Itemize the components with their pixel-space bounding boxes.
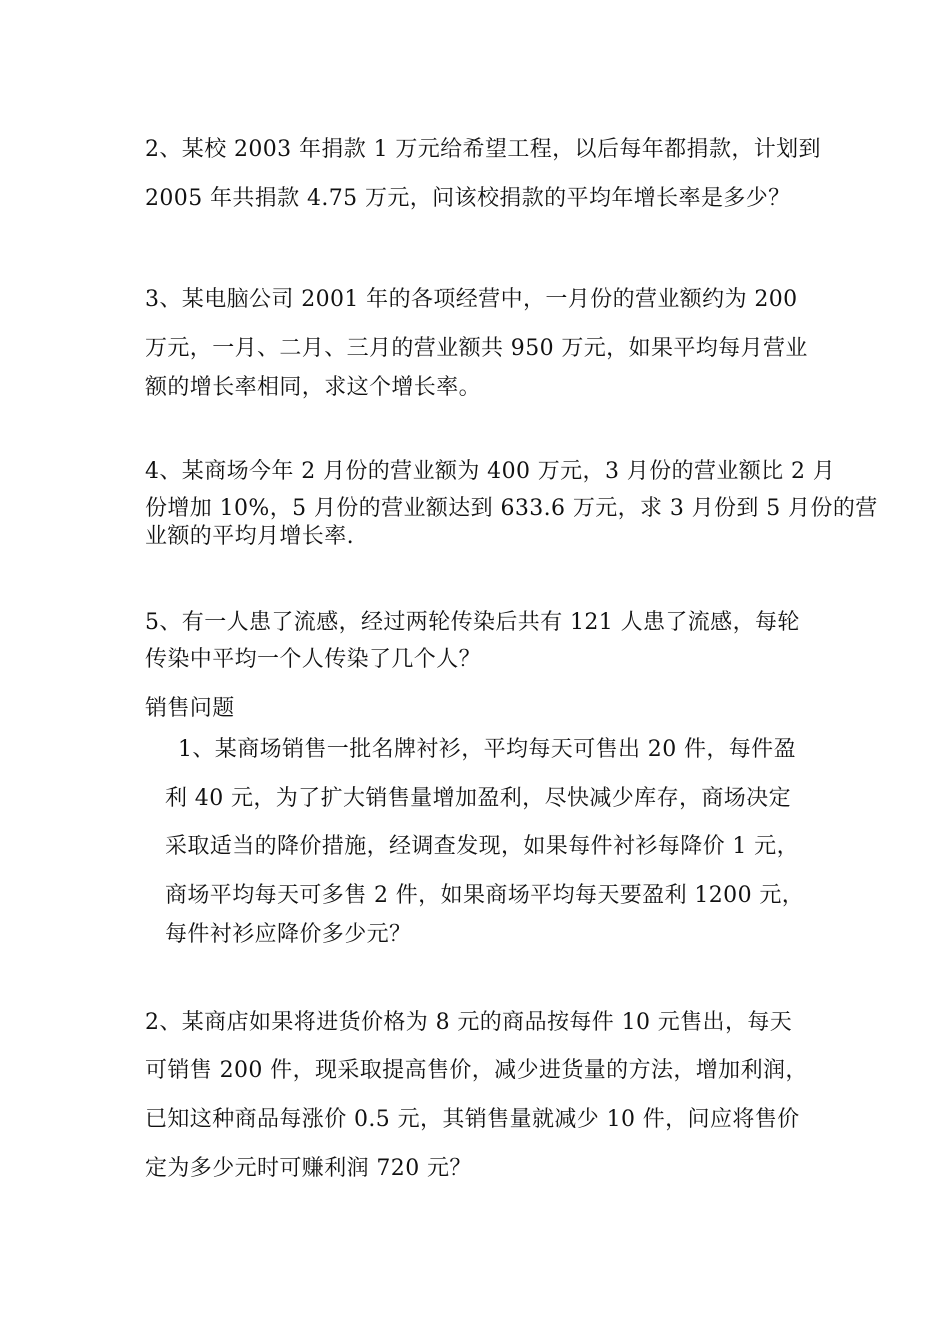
problem-3-line-2: 万元，一月、二月、三月的营业额共 950 万元，如果平均每月营业 xyxy=(145,336,808,361)
problem-4-line-2: 份增加 10%，5 月份的营业额达到 633.6 万元，求 3 月份到 5 月份的营 xyxy=(145,496,878,521)
sales-problem-1-line-5: 每件衬衫应降价多少元？ xyxy=(165,922,412,947)
sales-problem-2-line-4: 定为多少元时可赚利润 720 元？ xyxy=(145,1156,472,1181)
sales-problem-1-line-2: 利 40 元，为了扩大销售量增加盈利，尽快减少库存，商场决定 xyxy=(165,786,791,811)
sales-problem-2-line-1: 2、某商店如果将进货价格为 8 元的商品按每件 10 元售出，每天 xyxy=(145,1010,793,1035)
problem-2-line-1: 2、某校 2003 年捐款 1 万元给希望工程，以后每年都捐款，计划到 xyxy=(145,137,821,162)
sales-problem-1-line-1: 1、某商场销售一批名牌衬衫，平均每天可售出 20 件，每件盈 xyxy=(178,737,796,762)
problem-3-line-3: 额的增长率相同，求这个增长率。 xyxy=(145,375,482,400)
sales-problem-1-line-3: 采取适当的降价措施，经调查发现，如果每件衬衫每降价 1 元， xyxy=(165,834,799,859)
sales-problem-2-line-3: 已知这种商品每涨价 0.5 元，其销售量就减少 10 件，问应将售价 xyxy=(145,1107,800,1132)
problem-4-line-1: 4、某商场今年 2 月份的营业额为 400 万元，3 月份的营业额比 2 月 xyxy=(145,459,836,484)
problem-2-line-2: 2005 年共捐款 4.75 万元，问该校捐款的平均年增长率是多少？ xyxy=(145,186,791,211)
section-title: 销售问题 xyxy=(145,696,235,721)
problem-3-line-1: 3、某电脑公司 2001 年的各项经营中，一月份的营业额约为 200 xyxy=(145,287,798,312)
problem-4-line-3: 业额的平均月增长率. xyxy=(145,524,354,549)
sales-problem-2-line-2: 可销售 200 件，现采取提高售价，减少进货量的方法，增加利润， xyxy=(145,1058,808,1083)
problem-5-line-1: 5、有一人患了流感，经过两轮传染后共有 121 人患了流感，每轮 xyxy=(145,610,800,635)
sales-problem-1-line-4: 商场平均每天可多售 2 件，如果商场平均每天要盈利 1200 元， xyxy=(165,883,805,908)
problem-5-line-2: 传染中平均一个人传染了几个人？ xyxy=(145,647,482,672)
